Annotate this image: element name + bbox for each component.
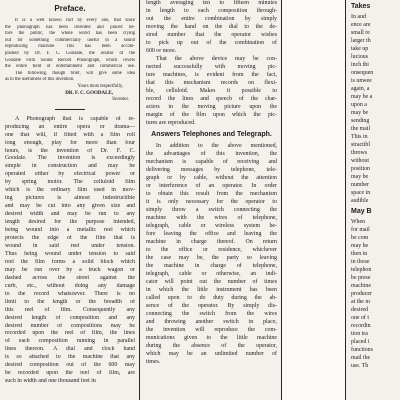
text-line: in those: [351, 259, 370, 265]
text-line: reel the film forms a solid block which: [5, 258, 135, 265]
takes-heading: Takes: [351, 3, 371, 10]
text-line: use. Th: [351, 363, 369, 369]
text-line: ture machines, is evident from the fact,: [146, 72, 277, 78]
text-line: lucious: [351, 54, 369, 60]
telephone-section-body: [146, 142, 277, 366]
text-line: recorded upon the reel of film, the lines: [5, 330, 135, 337]
text-line: A Phonograph that is capable of re-: [15, 115, 135, 122]
column-2: [146, 0, 277, 366]
column-rule: [281, 0, 282, 400]
preface-heading: Preface.: [54, 4, 86, 13]
text-line: for mail: [351, 227, 370, 233]
text-line: then in: [351, 251, 368, 257]
text-line: telephon: [351, 267, 372, 273]
text-line: fore leaving the office and leaving the: [146, 231, 277, 237]
page-fold-margin: [282, 0, 345, 400]
text-line: dashed across the street against the: [5, 274, 135, 281]
text-line: limit to the length or the breadth of: [5, 298, 135, 305]
text-line: connecting the switch from the wires: [146, 311, 277, 317]
text-line: sired number that the operator wishes: [146, 32, 277, 38]
cropped-column-text: [351, 218, 400, 370]
text-line: inch thi: [351, 62, 369, 68]
text-line: record the lines and speech of the char-: [146, 96, 277, 102]
text-line: to obtain this result from the mechanism: [146, 191, 277, 197]
column-rule: [139, 0, 140, 400]
text-line: machine with the wires of telephone,: [146, 215, 277, 221]
text-line: In addition to the above mentioned,: [156, 143, 277, 149]
text-line: It is a well known fact by every one, that since: [15, 18, 135, 23]
signer-title: Inventor.: [112, 97, 129, 103]
text-line: desired number of compositions may be: [5, 322, 135, 329]
text-line: protects the edge of the film that is: [5, 235, 135, 242]
text-line: without: [351, 158, 369, 164]
text-line: by spring motor. The celluloid film: [5, 179, 135, 186]
text-line: delivering messages by telephone, tele-: [146, 167, 277, 173]
text-line: wound in said reel under tension.: [5, 242, 135, 249]
text-line: to pick up out of the combination of: [146, 40, 277, 46]
text-line: may be: [351, 110, 369, 116]
text-line: That the above device may be con-: [156, 56, 277, 62]
text-line: the invention will reproduce the com-: [146, 327, 277, 333]
text-line: which may be an unlimited number of: [146, 351, 277, 357]
text-line: it is only necessary for the operator to: [146, 199, 277, 205]
text-line: lines thereon. A dial and clock hand: [5, 346, 135, 353]
text-line: number: [351, 182, 369, 188]
column-3: [351, 0, 400, 370]
preface-text: [5, 18, 135, 84]
text-line: in which the little instrument has been: [146, 287, 277, 293]
text-line: to the office or residence, whichever: [146, 247, 277, 253]
text-line: audible: [351, 198, 369, 204]
text-line: margin of the film upon which the pic-: [146, 112, 277, 118]
text-line: this reel of film. Consequently any: [5, 306, 135, 313]
text-line: may be: [351, 243, 369, 249]
text-line: that this mechanism records on flexi-: [146, 80, 277, 86]
text-line: simply throw a switch connecting the: [146, 207, 277, 213]
text-line: mail the: [351, 355, 371, 361]
text-line: the machine in charge of telephone,: [146, 263, 277, 269]
text-line: ing pictures is almost indestructible: [5, 195, 135, 202]
text-line: Goodale Film Sound Record Phonograph, which covers: [5, 57, 135, 63]
text-line: reproducing machine. This has been accom-: [5, 44, 135, 50]
text-line: during the absence of the operator,: [146, 343, 277, 349]
text-line: mechanism is capable of receiving and: [146, 159, 277, 165]
text-line: long enough, play for more than four: [5, 139, 135, 146]
closing-line: Yours most respectfully,: [77, 83, 123, 89]
text-line: The following, though brief, will give some idea: [15, 70, 135, 76]
text-line: be com: [351, 235, 369, 241]
telephone-heading: Answers Telephones and Telegraph.: [151, 131, 272, 138]
text-line: and may be cut into any given size and: [5, 203, 135, 210]
text-line: position: [351, 166, 370, 172]
text-line: tures are reproduced.: [146, 120, 196, 126]
text-line: called upon to do duty during the ab-: [146, 295, 277, 301]
text-line: munications given to the little machine: [146, 335, 277, 341]
text-line: the advantages of this invention, the: [146, 151, 277, 157]
text-line: acters in the moving picture upon the: [146, 104, 277, 110]
column-rule: [345, 0, 346, 400]
text-line: in length to each composition through-: [146, 8, 277, 14]
article-continuation: [146, 0, 277, 127]
text-line: out for something commercially useful in a sound: [5, 37, 135, 43]
may-be-heading: May B: [351, 208, 372, 215]
text-line: the phonograph has been invented and placed be-: [5, 24, 135, 30]
text-line: functions: [351, 347, 373, 353]
section-divider: [55, 109, 85, 110]
text-line: throws: [351, 150, 368, 156]
text-line: When: [351, 219, 366, 225]
text-line: to the record whatsoever. There is no: [5, 290, 135, 297]
text-line: length desired for the purpose intended,: [5, 219, 135, 226]
text-line: be recorded upon the reel of film, are: [5, 370, 135, 377]
text-line: curb, etc., without doing any damage: [5, 282, 135, 289]
text-line: hours, is the invention of Dr. F. C.: [5, 147, 135, 154]
article-body: [5, 116, 135, 386]
text-line: one of t: [351, 315, 369, 321]
text-line: ence are: [351, 22, 371, 28]
text-line: the entire field of entertainment and commercial use.: [5, 64, 135, 70]
text-line: plished by Dr. F. C. Goodale, the aviator of the: [5, 50, 135, 56]
text-line: graph or by cable, without the attention: [146, 175, 277, 181]
text-line: out the entire combination by simply: [146, 16, 277, 22]
text-line: Goodale. The invention is exceedingly: [5, 155, 135, 162]
text-line: which is the ordinary film used in mov-: [5, 187, 135, 194]
text-line: stractibl: [351, 142, 370, 148]
text-line: or interference of an operator. In order: [146, 183, 277, 189]
text-line: be prese: [351, 275, 371, 281]
text-line: producing an entire opera or drama—: [5, 123, 135, 130]
text-line: may be: [351, 174, 369, 180]
text-line: producer: [351, 291, 372, 297]
text-line: desired: [351, 307, 369, 313]
text-line: length averaging ten to fifteen minutes: [146, 0, 277, 6]
text-line: one that will, if fitted with a film roll: [5, 131, 135, 138]
text-line: small re: [351, 30, 370, 36]
text-line: simple in construction and may be: [5, 163, 135, 170]
text-line: and throwing another switch in place,: [146, 319, 277, 325]
text-line: Thus being wound under tension to said: [5, 250, 135, 257]
text-line: machine: [351, 283, 371, 289]
text-line: placed i: [351, 339, 370, 345]
text-line: desired length of composition and any: [5, 314, 135, 321]
text-line: 600 or more.: [146, 48, 177, 54]
text-line: upon a: [351, 102, 367, 108]
cropped-column-text: [351, 13, 400, 205]
column-1: [5, 0, 135, 386]
text-line: onsequen: [351, 70, 374, 76]
text-line: recordin: [351, 323, 371, 329]
text-line: of each composition running in parallel: [5, 338, 135, 345]
text-line: is so attached to the machine that any: [5, 354, 135, 361]
text-line: again, a: [351, 86, 370, 92]
text-line: fore the public, the whole world has been crying: [5, 31, 135, 37]
signer-name: DR. F. C. GOODALE,: [65, 90, 113, 96]
text-line: In aud: [351, 14, 366, 20]
text-line: desired composition out of the 600 may: [5, 362, 135, 369]
text-line: telegraph, cable or wireless system be-: [146, 223, 277, 229]
signature-block: [5, 84, 135, 104]
text-line: telegraph, cable or otherwise, an indi-: [146, 271, 277, 277]
text-line: sending: [351, 118, 370, 124]
text-line: at the m: [351, 299, 370, 305]
text-line: moving the hand on the dial to the de-: [146, 24, 277, 30]
text-line: is unwee: [351, 78, 372, 84]
text-line: the mail: [351, 126, 371, 132]
text-line: may be a: [351, 94, 373, 100]
text-line: such in width and one thousand feet in: [5, 378, 96, 385]
text-line: cator will point out the number of times: [146, 279, 277, 285]
text-line: operated either by electrical power or: [5, 171, 135, 178]
text-line: take up: [351, 46, 369, 52]
text-line: the case may be, the party so leaving: [146, 255, 277, 261]
text-line: being wound into a metallic reel which: [5, 227, 135, 234]
text-line: larger th: [351, 38, 371, 44]
text-line: as to the usefulness of this invention.: [5, 77, 75, 83]
text-line: sence of the operator. By simply dis-: [146, 303, 277, 309]
text-line: desired width and may be run to any: [5, 211, 135, 218]
text-line: space in: [351, 190, 371, 196]
text-line: tion tra: [351, 331, 368, 337]
text-line: may be run over by a truck wagon or: [5, 266, 135, 273]
text-line: machine in charge thereof. On return: [146, 239, 277, 245]
text-line: nected successfully with moving pic-: [146, 64, 277, 70]
text-line: This in: [351, 134, 368, 140]
text-line: ble, celluloid. Makes it possible to: [146, 88, 277, 94]
text-line: times.: [146, 359, 161, 365]
